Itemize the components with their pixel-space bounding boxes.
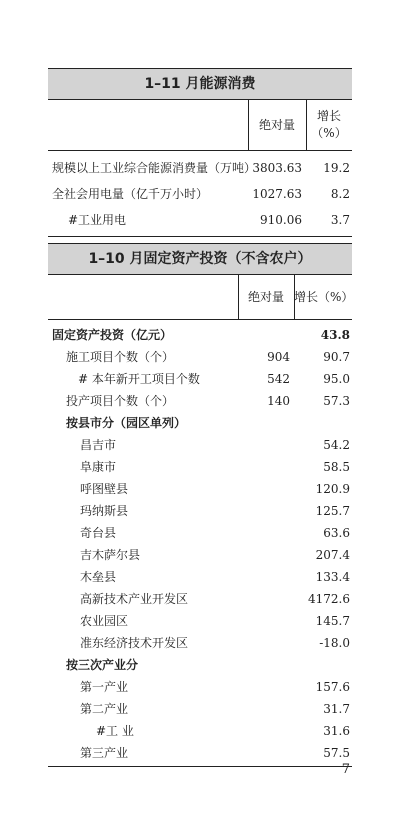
row-growth: 54.2 bbox=[323, 438, 350, 452]
row-label: 昌吉市 bbox=[80, 438, 117, 452]
row-label: # 本年新开工项目个数 bbox=[78, 372, 200, 386]
row-growth: 3.7 bbox=[330, 213, 350, 227]
row-label: 奇台县 bbox=[80, 526, 117, 540]
growth-header-line1: 增长 bbox=[316, 109, 341, 123]
investment-table-title: 1–10 月固定资产投资（不含农户） bbox=[48, 243, 352, 275]
table-row bbox=[48, 610, 352, 632]
table-row bbox=[48, 390, 352, 412]
table-row bbox=[48, 676, 352, 698]
row-label: 玛纳斯县 bbox=[80, 504, 129, 518]
row-label: 施工项目个数（个） bbox=[66, 350, 175, 364]
table-row bbox=[48, 588, 352, 610]
column-header-absolute: 绝对量 bbox=[258, 117, 295, 132]
table-row bbox=[48, 456, 352, 478]
energy-table-body bbox=[48, 151, 352, 237]
table-row bbox=[48, 181, 352, 207]
row-label: 全社会用电量（亿千万小时） bbox=[52, 187, 209, 201]
row-growth: 145.7 bbox=[315, 614, 350, 628]
row-label: 高新技术产业开发区 bbox=[80, 592, 189, 606]
row-growth: 90.7 bbox=[323, 350, 350, 364]
row-growth: 63.6 bbox=[323, 526, 350, 540]
row-label: #工 业 bbox=[96, 724, 134, 738]
row-label: 第三产业 bbox=[80, 746, 129, 760]
row-label: 农业园区 bbox=[80, 614, 129, 628]
row-label: 准东经济技术开发区 bbox=[80, 636, 189, 650]
row-growth: 95.0 bbox=[323, 372, 350, 386]
row-growth: 157.6 bbox=[315, 680, 350, 694]
table-row bbox=[48, 544, 352, 566]
row-absolute: 542 bbox=[267, 372, 290, 386]
row-absolute: 1027.63 bbox=[252, 187, 302, 201]
table-row bbox=[48, 207, 352, 233]
row-label: 呼图壁县 bbox=[80, 482, 129, 496]
column-header-growth: 增长（%） bbox=[294, 289, 354, 304]
investment-table-header bbox=[48, 275, 352, 320]
row-growth: 120.9 bbox=[315, 482, 350, 496]
row-growth: 207.4 bbox=[315, 548, 350, 562]
row-label: 规模以上工业综合能源消费量（万吨） bbox=[52, 161, 257, 175]
row-growth: 43.8 bbox=[320, 328, 350, 342]
row-label: 固定资产投资（亿元） bbox=[52, 328, 173, 342]
table-row bbox=[48, 346, 352, 368]
energy-table-header bbox=[48, 100, 352, 151]
column-header-absolute: 绝对量 bbox=[247, 289, 284, 304]
row-growth: 133.4 bbox=[315, 570, 350, 584]
row-absolute: 904 bbox=[267, 350, 290, 364]
row-growth: 125.7 bbox=[315, 504, 350, 518]
section-heading bbox=[48, 412, 352, 434]
row-growth: 31.7 bbox=[323, 702, 350, 716]
table-row bbox=[48, 698, 352, 720]
table-row bbox=[48, 566, 352, 588]
row-label: 木垒县 bbox=[80, 570, 117, 584]
row-label: 第二产业 bbox=[80, 702, 129, 716]
row-absolute: 140 bbox=[267, 394, 290, 408]
row-label: 阜康市 bbox=[80, 460, 117, 474]
table-row bbox=[48, 632, 352, 654]
table-row bbox=[48, 522, 352, 544]
table-row bbox=[48, 742, 352, 764]
table-row bbox=[48, 368, 352, 390]
row-growth: 4172.6 bbox=[308, 592, 350, 606]
row-growth: 19.2 bbox=[323, 161, 350, 175]
energy-table bbox=[48, 68, 352, 237]
energy-table-title: 1–11 月能源消费 bbox=[48, 68, 352, 100]
row-growth: 57.5 bbox=[323, 746, 350, 760]
table-row bbox=[48, 478, 352, 500]
section-heading bbox=[48, 654, 352, 676]
row-growth: 8.2 bbox=[330, 187, 350, 201]
column-header-growth bbox=[306, 100, 352, 150]
row-label: #工业用电 bbox=[68, 213, 127, 227]
table-row bbox=[48, 500, 352, 522]
row-absolute: 3803.63 bbox=[252, 161, 302, 175]
growth-header-line2: （%） bbox=[311, 126, 347, 140]
row-label: 吉木萨尔县 bbox=[80, 548, 141, 562]
investment-table-body bbox=[48, 320, 352, 767]
investment-table bbox=[48, 243, 352, 767]
table-row bbox=[48, 155, 352, 181]
row-growth: -18.0 bbox=[319, 636, 350, 650]
page-number: 7 bbox=[341, 762, 350, 777]
table-row bbox=[48, 434, 352, 456]
row-growth: 57.3 bbox=[323, 394, 350, 408]
table-row bbox=[48, 720, 352, 742]
row-label: 投产项目个数（个） bbox=[66, 394, 175, 408]
table-row bbox=[48, 324, 352, 346]
row-absolute: 910.06 bbox=[260, 213, 302, 227]
row-growth: 58.5 bbox=[323, 460, 350, 474]
row-growth: 31.6 bbox=[323, 724, 350, 738]
section-heading-label: 按三次产业分 bbox=[66, 658, 139, 672]
row-label: 第一产业 bbox=[80, 680, 129, 694]
section-heading-label: 按县市分（园区单列） bbox=[66, 416, 187, 430]
